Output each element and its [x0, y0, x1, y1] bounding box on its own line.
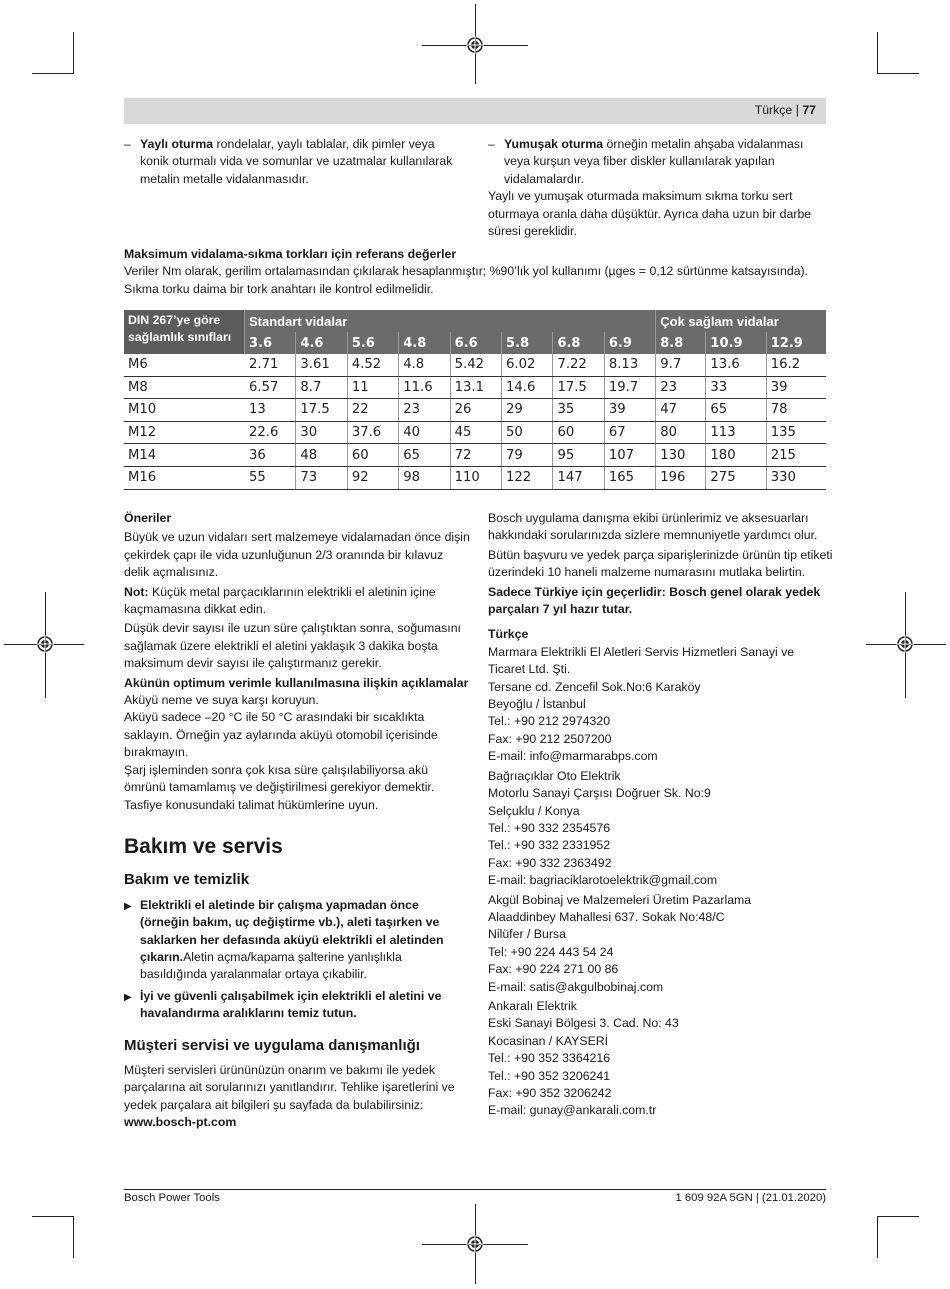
table-cell: 55 [245, 466, 296, 489]
paragraph: Bütün başvuru ve yedek parça siparişlerinizde ürünün tip etiketi üzerindeki 10 haneli malzeme numarasını mutlaka belirtin. [488, 547, 833, 580]
table-cell: 80 [656, 421, 706, 444]
class-header: 10.9 [706, 332, 766, 354]
table-cell: 135 [766, 421, 826, 444]
paragraph: Düşük devir sayısı ile uzun süre çalıştıktan sonra, soğumasını sağlamak üzere elektrikli el aletini yaklaşık 3 dakika boşta maksimum devir sayısı ile çalıştırmanız gerekir. [124, 621, 461, 671]
table-cell: 60 [553, 421, 604, 444]
note-text: Küçük metal parçacıklarının elektrikli el aletinin içine kaçmamasına dikkat edin. [124, 584, 436, 617]
table-cell: 130 [656, 444, 706, 467]
table-cell: 98 [399, 466, 450, 489]
warning-bold: Elektrikli el aletinde bir çalışma yapmadan önce (örneğin bakım, uç değiştirme vb.), aleti taşırken ve saklarken her defasında aküyü elektrikli el aletinden çıkarın. [140, 897, 444, 964]
top-right-column [488, 136, 828, 242]
section-heading: Öneriler [124, 511, 172, 525]
table-row [124, 376, 826, 399]
address-block [488, 892, 834, 996]
lower-right-column [488, 510, 834, 1122]
table-cell: 330 [766, 466, 826, 489]
table-cell: 48 [296, 444, 347, 467]
row-header-size: M8 [124, 376, 245, 399]
section-heading: Müşteri servisi ve uygulama danışmanlığı [124, 1036, 420, 1054]
crop-mark [73, 32, 74, 74]
paragraph: Sıkma torku daima bir tork anahtarı ile kontrol edilmelidir. [124, 281, 434, 296]
torque-table [124, 310, 826, 490]
table-cell: 60 [347, 444, 398, 467]
table-cell: 107 [604, 444, 655, 467]
table-row [124, 444, 826, 467]
address-line: Eski Sanayi Bölgesi 3. Cad. No: 43 [488, 1016, 679, 1031]
address-line: Nilüfer / Bursa [488, 927, 566, 942]
crop-mark [877, 1216, 878, 1258]
address-line: E-mail: satis@akgulbobinaj.com [488, 979, 664, 994]
section-heading: Akünün optimum verimle kullanılmasına ilişkin açıklamalar [124, 675, 469, 690]
chapter-heading: Bakım ve servis [124, 834, 283, 858]
table-cell: 4.8 [399, 354, 450, 376]
table-cell: 33 [706, 376, 766, 399]
note-label: Not: [124, 584, 149, 599]
table-cell: 22.6 [245, 421, 296, 444]
registration-target-icon [896, 635, 914, 653]
address-line: Tel.: +90 332 2354576 [488, 820, 611, 835]
group-header-strong: Çok sağlam vidalar [656, 310, 826, 332]
table-cell: 17.5 [553, 376, 604, 399]
crop-mark [877, 73, 919, 74]
table-cell: 37.6 [347, 421, 398, 444]
language-label: Türkçe [754, 103, 793, 117]
paragraph-text: Müşteri servisleri ürününüzün onarım ve bakımı ile yedek parçalarına ait sorularınızı yanıtlandırır. Tehlike işaretlerini ve yedek parçalara ait bilgileri şu sayfada da bulabilirsiniz: [124, 1062, 455, 1112]
table-cell: 5.42 [450, 354, 501, 376]
table-cell: 110 [450, 466, 501, 489]
address-line: Alaaddinbey Mahallesi 637. Sokak No:48/C [488, 909, 725, 924]
row-header-size: M6 [124, 354, 245, 376]
term-text: örneğin metalin ahşaba vidalanması veya kurşun veya fiber diskler kullanılarak yapılan vidalamalardır. [504, 137, 804, 186]
paragraph: Veriler Nm olarak, gerilim ortalamasından çıkılarak hesaplanmıştır; %90’lık yol kullanımı (µges = 0,12 sürtünme katsayısında). [124, 264, 809, 279]
class-header: 8.8 [656, 332, 706, 354]
table-cell: 95 [553, 444, 604, 467]
table-row [124, 466, 826, 489]
table-cell: 14.6 [502, 376, 553, 399]
term-text: rondelalar, yaylı tablalar, dik pimler veya konik oturmalı vida ve somunlar ve uzatmalar kullanılarak metalin metalle vidalanmasıdır. [140, 137, 453, 186]
address-line: Tel.: +90 352 3364216 [488, 1051, 611, 1066]
table-cell: 6.57 [245, 376, 296, 399]
table-row [124, 421, 826, 444]
table-cell: 26 [450, 399, 501, 422]
address-line: E-mail: bagriaciklarotoelektrik@gmail.com [488, 873, 718, 888]
footer-right: 1 609 92A 5GN | (21.01.2020) [675, 1192, 826, 1204]
registration-target-icon [466, 1235, 484, 1253]
table-cell: 39 [604, 399, 655, 422]
paragraph: Bosch uygulama danışma ekibi ürünlerimiz ve aksesuarları hakkındaki sorularınızda sizlere memnuniyetle yardımcı olur. [488, 511, 818, 543]
table-cell: 22 [347, 399, 398, 422]
row-header-size: M12 [124, 421, 245, 444]
list-item [124, 988, 470, 1023]
address-line: Akgül Bobinaj ve Malzemeleri Üretim Pazarlama [488, 892, 752, 907]
table-cell: 6.02 [502, 354, 553, 376]
address-line: Tel: +90 224 443 54 24 [488, 944, 614, 959]
page-number: 77 [802, 103, 816, 117]
table-cell: 40 [399, 421, 450, 444]
list-item [124, 897, 470, 984]
footer-rule [124, 1189, 826, 1190]
section-heading: Maksimum vidalama-sıkma torkları için referans değerler [124, 247, 457, 261]
class-header: 6.6 [450, 332, 501, 354]
row-header-size: M14 [124, 444, 245, 467]
table-cell: 67 [604, 421, 655, 444]
paragraph: Büyük ve uzun vidaları sert malzemeye vidalamadan önce dişin çekirdek çapı ile vida uzunluğunun 2/3 oranında bir kılavuz delik açmalısınız. [124, 530, 470, 580]
table-cell: 65 [399, 444, 450, 467]
paragraph: Şarj işleminden sonra çok kısa süre çalışılabiliyorsa akü ömrünü tamamlamış ve değiştirilmesi gerekiyor demektir. [124, 762, 435, 795]
table-cell: 72 [450, 444, 501, 467]
address-line: Bağrıaçıklar Oto Elektrik [488, 768, 621, 783]
table-cell: 47 [656, 399, 706, 422]
term-title: Yumuşak oturma [504, 137, 604, 151]
address-block [488, 768, 834, 890]
page-label: Türkçe | 77 [754, 103, 816, 117]
class-header: 3.6 [245, 332, 296, 354]
class-header: 4.6 [296, 332, 347, 354]
torque-section [124, 246, 834, 298]
country-heading: Türkçe [488, 627, 529, 642]
crop-mark [877, 32, 878, 74]
service-url-link[interactable]: www.bosch-pt.com [124, 1115, 237, 1130]
table-cell: 35 [553, 399, 604, 422]
lower-left-column [124, 510, 470, 1134]
row-header-size: M16 [124, 466, 245, 489]
class-header: 5.6 [347, 332, 398, 354]
registration-target-icon [36, 635, 54, 653]
address-line: Fax: +90 332 2363492 [488, 855, 612, 870]
table-cell: 4.52 [347, 354, 398, 376]
address-line: Ankaralı Elektrik [488, 998, 577, 1013]
group-header-standard: Standart vidalar [245, 310, 656, 332]
table-cell: 215 [766, 444, 826, 467]
table-cell: 122 [502, 466, 553, 489]
address-line: Tel.: +90 352 3206241 [488, 1068, 611, 1083]
note-paragraph [124, 584, 470, 619]
table-cell: 2.71 [245, 354, 296, 376]
class-header: 5.8 [502, 332, 553, 354]
table-cell: 23 [399, 399, 450, 422]
address-line: Beyoğlu / İstanbul [488, 697, 586, 712]
address-line: E-mail: info@marmarabps.com [488, 749, 658, 764]
table-cell: 13.1 [450, 376, 501, 399]
registration-target-icon [466, 36, 484, 54]
page-header [124, 98, 826, 124]
row-header-size: M10 [124, 399, 245, 422]
address-block [488, 998, 834, 1120]
class-header: 4.8 [399, 332, 450, 354]
table-cell: 3.61 [296, 354, 347, 376]
table-cell: 196 [656, 466, 706, 489]
address-line: Selçuklu / Konya [488, 803, 580, 818]
table-cell: 17.5 [296, 399, 347, 422]
paragraph: Aküyü sadece –20 °C ile 50 °C arasındaki bir sıcaklıkta saklayın. Örneğin yaz aylarında aküyü otomobil içerisinde bırakmayın. [124, 710, 438, 760]
table-cell: 275 [706, 466, 766, 489]
address-line: E-mail: gunay@ankarali.com.tr [488, 1103, 657, 1118]
table-cell: 73 [296, 466, 347, 489]
table-cell: 19.7 [604, 376, 655, 399]
table-cell: 45 [450, 421, 501, 444]
table-cell: 79 [502, 444, 553, 467]
table-row [124, 399, 826, 422]
table-cell: 78 [766, 399, 826, 422]
address-line: Tel.: +90 212 2974320 [488, 714, 611, 729]
crop-mark [877, 1216, 919, 1217]
warning-text: Aletin açma/kapama şalterine yanlışlıkla basıldığında yaralanmalar ortaya çıkabilir. [140, 949, 402, 982]
table-cell: 16.2 [766, 354, 826, 376]
table-row [124, 354, 826, 376]
address-line: Marmara Elektrikli El Aletleri Servis Hizmetleri Sanayi ve Ticaret Ltd. Şti. [488, 644, 795, 677]
table-cell: 65 [706, 399, 766, 422]
table-cell: 50 [502, 421, 553, 444]
paragraph: Sadece Türkiye için geçerlidir: Bosch genel olarak yedek parçaları 7 yıl hazır tutar. [488, 584, 821, 617]
address-line: Fax: +90 212 2507200 [488, 731, 612, 746]
warning-bold: İyi ve güvenli çalışabilmek için elektrikli el aletini ve havalandırma aralıklarını temiz tutun. [140, 988, 442, 1021]
address-line: Kocasinan / KAYSERİ [488, 1033, 609, 1048]
table-cell: 13 [245, 399, 296, 422]
table-cell: 165 [604, 466, 655, 489]
table-body [124, 354, 826, 489]
paragraph [124, 1062, 470, 1132]
address-line: Tersane cd. Zencefil Sok.No:6 Karaköy [488, 679, 701, 694]
table-cell: 23 [656, 376, 706, 399]
term-title: Yaylı oturma [140, 137, 214, 151]
table-cell: 92 [347, 466, 398, 489]
crop-mark [32, 73, 74, 74]
table-cell: 7.22 [553, 354, 604, 376]
address-line: Tel.: +90 332 2331952 [488, 838, 611, 853]
table-cell: 29 [502, 399, 553, 422]
crop-mark [73, 1216, 74, 1258]
class-header: 6.8 [553, 332, 604, 354]
address-line: Fax: +90 352 3206242 [488, 1086, 612, 1100]
table-cell: 11 [347, 376, 398, 399]
table-cell: 36 [245, 444, 296, 467]
class-header: 6.9 [604, 332, 655, 354]
table-cell: 9.7 [656, 354, 706, 376]
table-cell: 8.13 [604, 354, 655, 376]
top-left-column [124, 136, 464, 188]
section-heading: Bakım ve temizlik [124, 871, 250, 889]
class-header: 12.9 [766, 332, 826, 354]
table-cell: 180 [706, 444, 766, 467]
paragraph: Tasfiye konusundaki talimat hükümlerine uyun. [124, 797, 379, 812]
address-line: Motorlu Sanayi Çarşısı Doğruer Sk. No:9 [488, 786, 711, 801]
table-cell: 8.7 [296, 376, 347, 399]
address-line: Fax: +90 224 271 00 86 [488, 962, 619, 977]
table-cell: 147 [553, 466, 604, 489]
address-block [488, 644, 834, 766]
table-cell: 30 [296, 421, 347, 444]
table-cell: 113 [706, 421, 766, 444]
table-cell: 13.6 [706, 354, 766, 376]
paragraph: Aküyü neme ve suya karşı koruyun. [124, 693, 319, 708]
crop-mark [32, 1216, 74, 1217]
footer-left: Bosch Power Tools [124, 1192, 220, 1204]
list-item [488, 136, 828, 188]
paragraph: Yaylı ve yumuşak oturmada maksimum sıkma torku sert oturmaya oranla daha düşüktür. Ayrıca daha uzun bir darbe süresi gereklidir. [488, 189, 812, 239]
table-corner-header: DIN 267’ye göre sağlamlık sınıfları [124, 310, 245, 354]
address-list [488, 644, 834, 1120]
table-cell: 39 [766, 376, 826, 399]
list-item [124, 136, 464, 188]
table-cell: 11.6 [399, 376, 450, 399]
